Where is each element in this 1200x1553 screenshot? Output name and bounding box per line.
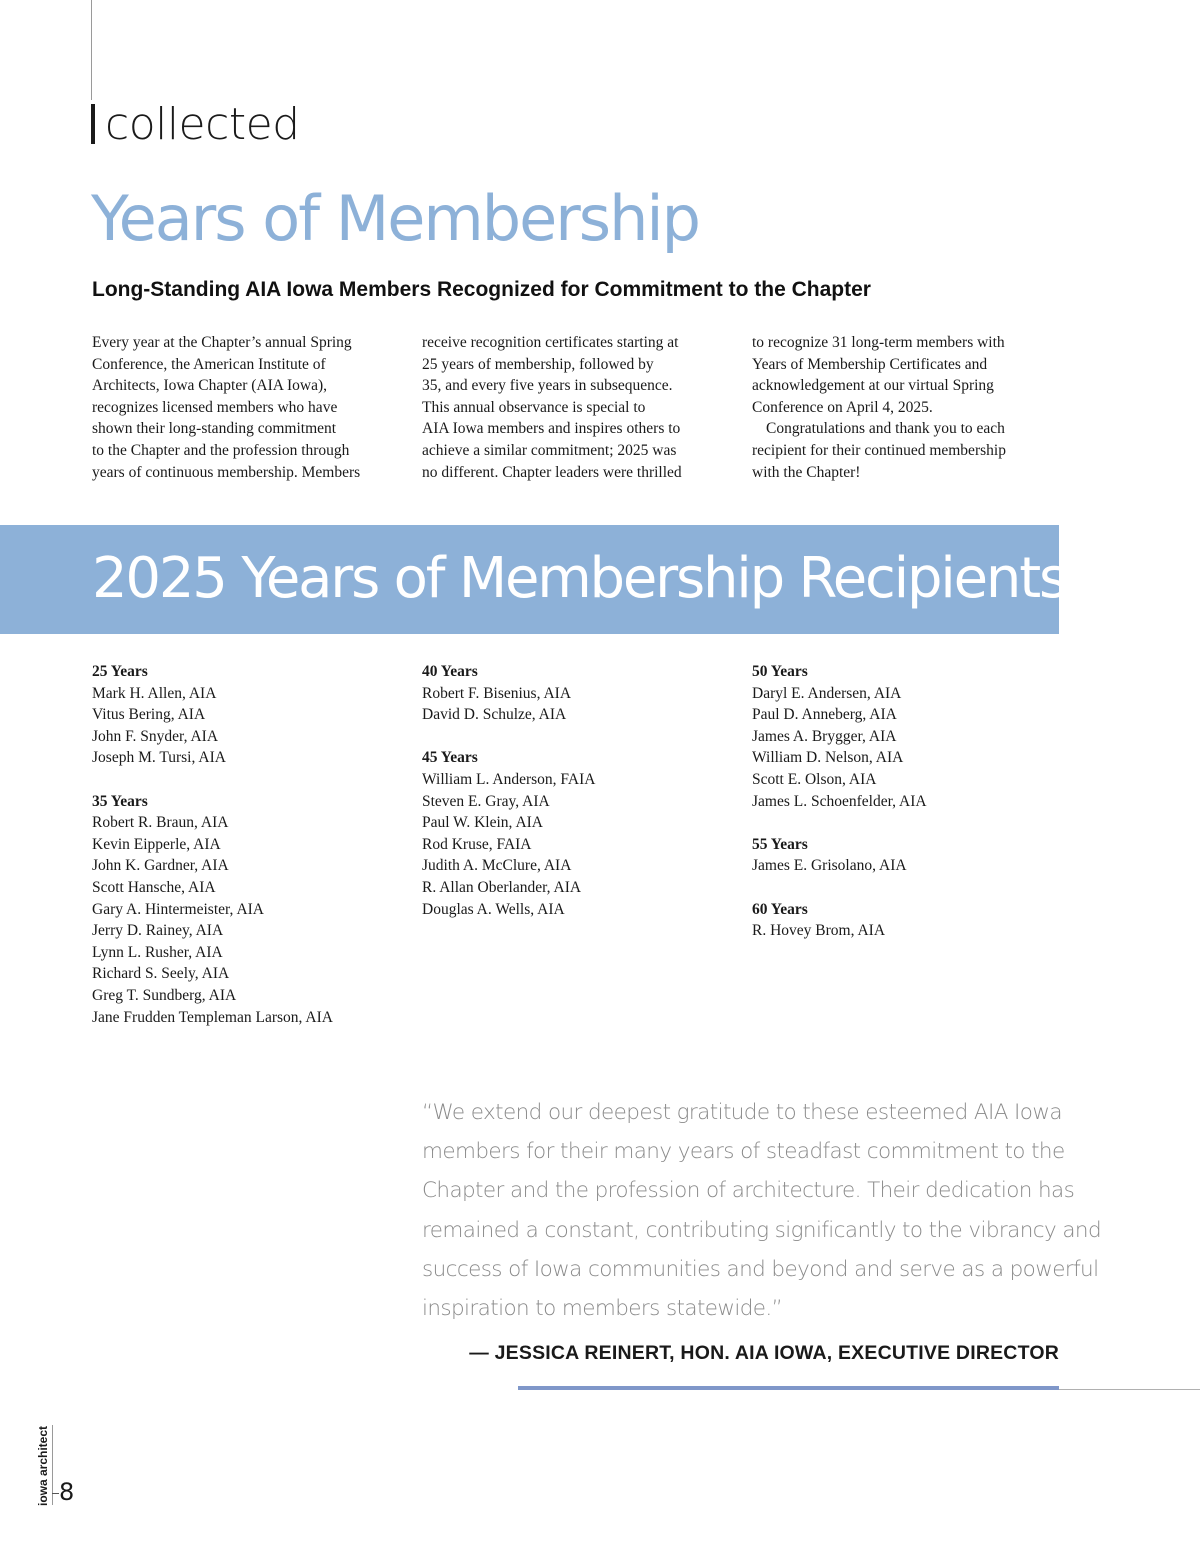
intro-column-2 xyxy=(422,332,682,483)
intro-line: 25 years of membership, followed by xyxy=(422,355,654,373)
quote-line: inspiration to members statewide.” xyxy=(422,1296,783,1322)
intro-line: Conference, the American Institute of xyxy=(92,355,326,373)
recipient-name: R. Allan Oberlander, AIA xyxy=(422,878,582,896)
intro-line: years of continuous membership. Members xyxy=(92,463,361,481)
recipient-name: William D. Nelson, AIA xyxy=(752,749,904,767)
recipient-name: James E. Grisolano, AIA xyxy=(752,857,907,875)
recipient-name: James L. Schoenfelder, AIA xyxy=(752,792,927,810)
quote-attribution: — JESSICA REINERT, HON. AIA IOWA, EXECUTIVE DIRECTOR xyxy=(469,1342,1059,1364)
recipient-name: Lynn L. Rusher, AIA xyxy=(92,943,223,961)
intro-line: with the Chapter! xyxy=(752,463,861,481)
intro-line: Architects, Iowa Chapter (AIA Iowa), xyxy=(92,377,327,395)
recipient-name: Robert F. Bisenius, AIA xyxy=(422,684,572,702)
intro-line: Every year at the Chapter’s annual Spring xyxy=(92,334,352,351)
recipient-name: William L. Anderson, FAIA xyxy=(422,770,596,788)
recipient-name: Kevin Eipperle, AIA xyxy=(92,835,221,853)
recipient-name: Daryl E. Andersen, AIA xyxy=(752,684,902,702)
recipients-column-1 xyxy=(92,661,333,1050)
intro-line: to recognize 31 long-term members with xyxy=(752,334,1005,351)
intro-line: AIA Iowa members and inspires others to xyxy=(422,420,681,438)
attribution-rule-extension xyxy=(1059,1389,1200,1390)
section-tag-label: collected xyxy=(105,98,300,150)
recipient-group xyxy=(752,834,927,877)
recipient-name: Steven E. Gray, AIA xyxy=(422,792,550,810)
quote-line: members for their many years of steadfast commitment to the xyxy=(422,1139,1065,1165)
intro-line: recipient for their continued membership xyxy=(752,441,1006,459)
intro-column-3 xyxy=(752,332,1006,483)
recipient-name: R. Hovey Brom, AIA xyxy=(752,922,886,940)
group-heading: 35 Years xyxy=(92,792,148,810)
recipient-name: Richard S. Seely, AIA xyxy=(92,965,230,983)
footer-tick xyxy=(52,1493,59,1494)
intro-column-1 xyxy=(92,332,360,483)
pull-quote xyxy=(422,1093,1102,1328)
recipient-group xyxy=(422,661,595,726)
recipient-name: Paul W. Klein, AIA xyxy=(422,814,543,832)
page-title: Years of Membership xyxy=(91,182,699,255)
group-heading: 25 Years xyxy=(92,663,148,680)
intro-line: Conference on April 4, 2025. xyxy=(752,398,933,416)
recipient-name: Douglas A. Wells, AIA xyxy=(422,900,565,918)
recipient-name: Jane Frudden Templeman Larson, AIA xyxy=(92,1008,333,1026)
recipient-group xyxy=(92,791,333,1029)
intro-line: 35, and every five years in subsequence. xyxy=(422,377,673,395)
recipient-name: John F. Snyder, AIA xyxy=(92,727,219,745)
intro-line: receive recognition certificates starting at xyxy=(422,334,679,351)
recipient-name: Scott Hansche, AIA xyxy=(92,878,216,896)
publication-name: iowa architect xyxy=(36,1425,50,1506)
recipient-group xyxy=(752,899,927,942)
recipient-name: Jerry D. Rainey, AIA xyxy=(92,922,224,940)
footer-publication xyxy=(36,1425,52,1506)
intro-line: shown their long-standing commitment xyxy=(92,420,337,438)
intro-line: achieve a similar commitment; 2025 was xyxy=(422,441,677,459)
recipient-name: Scott E. Olson, AIA xyxy=(752,770,877,788)
intro-line: recognizes licensed members who have xyxy=(92,398,338,416)
recipient-name: Gary A. Hintermeister, AIA xyxy=(92,900,264,918)
intro-line: acknowledgement at our virtual Spring xyxy=(752,377,994,395)
recipients-column-2 xyxy=(422,661,595,942)
recipients-column-3 xyxy=(752,661,927,963)
page-number: 8 xyxy=(59,1478,75,1506)
recipient-name: David D. Schulze, AIA xyxy=(422,706,567,724)
recipient-name: James A. Brygger, AIA xyxy=(752,727,897,745)
attribution-rule xyxy=(518,1386,1059,1390)
group-heading: 55 Years xyxy=(752,835,808,853)
section-tag xyxy=(91,98,300,150)
quote-line: remained a constant, contributing significantly to the vibrancy and xyxy=(422,1217,1102,1243)
recipient-name: Rod Kruse, FAIA xyxy=(422,835,532,853)
group-heading: 40 Years xyxy=(422,663,478,680)
quote-line: “We extend our deepest gratitude to these esteemed AIA Iowa xyxy=(422,1100,1062,1125)
recipient-name: Robert R. Braun, AIA xyxy=(92,814,229,832)
group-heading: 45 Years xyxy=(422,749,478,767)
intro-line: Congratulations and thank you to each xyxy=(766,420,1005,438)
intro-line: Years of Membership Certificates and xyxy=(752,355,988,373)
recipient-name: Joseph M. Tursi, AIA xyxy=(92,749,226,767)
recipient-name: Mark H. Allen, AIA xyxy=(92,684,217,702)
group-heading: 50 Years xyxy=(752,663,808,680)
recipient-name: Judith A. McClure, AIA xyxy=(422,857,572,875)
quote-line: Chapter and the profession of architecture. Their dedication has xyxy=(422,1178,1075,1204)
intro-line: This annual observance is special to xyxy=(422,398,646,416)
recipient-group xyxy=(422,747,595,920)
group-heading: 60 Years xyxy=(752,900,808,918)
intro-line: no different. Chapter leaders were thrilled xyxy=(422,463,682,481)
recipient-name: Greg T. Sundberg, AIA xyxy=(92,986,237,1004)
recipient-group xyxy=(92,661,333,769)
page-subtitle: Long-Standing AIA Iowa Members Recognized for Commitment to the Chapter xyxy=(92,278,871,301)
section-tag-bar xyxy=(91,104,95,144)
top-vertical-rule xyxy=(91,0,92,100)
intro-line: to the Chapter and the profession through xyxy=(92,441,350,459)
recipients-banner-title: 2025 Years of Membership Recipients: xyxy=(92,546,1083,611)
recipient-name: Paul D. Anneberg, AIA xyxy=(752,706,897,724)
quote-line: success of Iowa communities and beyond and serve as a powerful xyxy=(422,1256,1099,1282)
recipient-group xyxy=(752,661,927,812)
recipient-name: Vitus Bering, AIA xyxy=(92,706,206,724)
recipient-name: John K. Gardner, AIA xyxy=(92,857,229,875)
